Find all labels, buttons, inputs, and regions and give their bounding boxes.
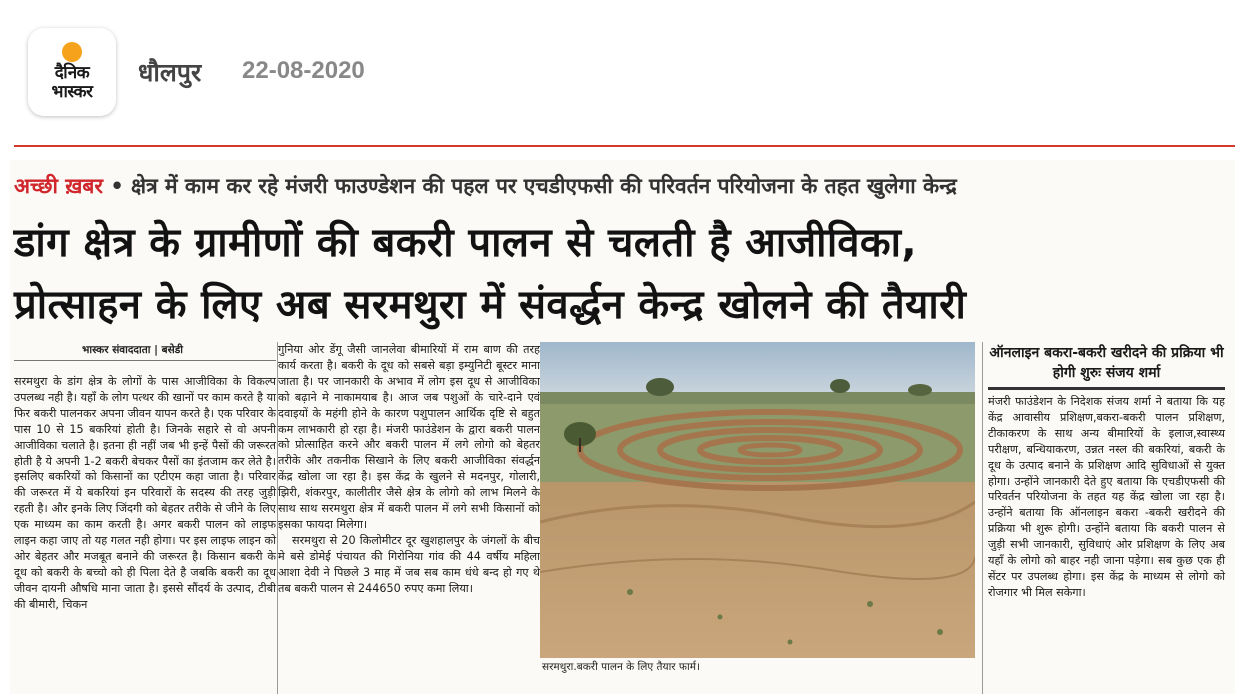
article-column-1: सरमथुरा के डांग क्षेत्र के लोगों के पास आजीविका के विकल्प उपलब्ध नही है। यहाँ के लोग पत्थर की खानों पर काम करते है या फिर बकरी पालनकर अपना जीवन यापन करते है। एक परिवार के पास 10 से 15 बकरियां होती है। जिनके सहारे से वो अपनी आजीविका चलाते है। इतना ही नहीं जब भी इन्हें पैसों की जरूरत होती है ये अपनी 1-2 बकरी बेचकर पैसों का इंतजाम कर लेते है। इसलिए बकरियों को किसानों का एटीएम कहा जाता है। परिवार की जरूरत में ये बकरियां इन परिवारों के सदस्य की तरह जुड़ी रहती है। और इनके लिए जिंदगी को बेहतर तरीके से जीने के लिए एक माध्यम का काम करती है। अगर बकरी पालन को लाइफ लाइन कहा जाए तो यह गलत नही होगा। पर इस लाइफ लाइन को ओर बेहतर और मजबूत बनाने की जरूरत है। किसान बकरी के दूध को बकरी के बच्चो को ही पिला देते है जबकि बकरी का दूध जीवन दायनी औषधि माना जाता है। इससे सौंदर्य के उत्पाद, टीबी की बीमारी, चिकन <box>14 375 276 611</box>
header-divider <box>14 145 1235 147</box>
photo-caption: सरमथुरा.बकरी पालन के लिए तैयार फार्म। <box>542 661 700 673</box>
kicker-label: अच्छी ख़बर <box>14 174 104 198</box>
app-header <box>0 0 1235 140</box>
sun-icon <box>62 42 82 62</box>
headline-line-2: प्रोत्साहन के लिए अब सरमथुरा में संवर्द्धन केन्द्र खोलने की तैयारी <box>14 282 967 328</box>
dainik-bhaskar-logo[interactable] <box>28 28 116 116</box>
article-column-3: मंजरी फाउंडेशन के निदेशक संजय शर्मा ने बताया कि यह केंद्र आवासीय प्रशिक्षण,बकरा-बकरी पालन प्रशिक्षण, टीकाकरण के साथ अन्य बीमारियों के इलाज,स्वास्थ्य परीक्षण, बन्धियाकरण, उन्नत नस्ल की बकरियां, बकरी के दूध के उत्पाद बनाने के प्रशिक्षण आदि सुविधाओं से युक्त होगा। उन्होंने जानकारी देते हुए बताया कि एचडीएफसी की परिवर्तन परियोजना के तहत यह केंद्र खोला जा रहा है। उन्होंने बताया कि ऑनलाइन बकरा -बकरी खरीदने की प्रक्रिया भी शुरू होगी। उन्होंने बताया कि बकरी पालन से जुड़ी सभी जानकारी, सुविधाएं ओर प्रशिक्षण के लिए अब यहाँ के लोगो को बाहर नही जाना पड़ेगा। सब कुछ एक ही सेंटर पर उपलब्ध होगा। इस केंद्र के माध्यम से लोगो को रोजगार भी मिल सकेगा। <box>988 395 1225 599</box>
subheading-underline <box>988 387 1225 390</box>
sidebar-subheading: ऑनलाइन बकरा-बकरी खरीदने की प्रक्रिया भी होगी शुरुः संजय शर्मा <box>989 345 1224 381</box>
logo-text-line1: दैनिक <box>54 63 90 83</box>
byline-divider <box>14 360 276 361</box>
headline-line-1: डांग क्षेत्र के ग्रामीणों की बकरी पालन से चलती है आजीविका, <box>14 220 918 266</box>
article-kicker <box>14 172 1229 200</box>
byline: भास्कर संवाददाता | बसेडी <box>82 344 184 356</box>
article-column-2 <box>278 342 540 597</box>
newspaper-clipping <box>10 160 1235 694</box>
column-divider <box>982 342 983 694</box>
farm-photo <box>540 342 975 658</box>
kicker-text: • क्षेत्र में काम कर रहे मंजरी फाउण्डेशन की पहल पर एचडीएफसी की परिवर्तन परियोजना के तहत खुलेगा केन्द्र <box>103 174 957 198</box>
column-2-paragraph-1: गुनिया ओर डेंगू जैसी जानलेवा बीमारियों में राम बाण की तरह कार्य करता है। बकरी के दूध को सबसे बड़ा इम्युनिटी बूस्टर माना जाता है। पर जानकारी के अभाव में लोग इस दूध से आजीविका को बढ़ाने मे नाकामयाब है। आज जब पशुओं के चारे-दाने एवं दवाइयों के महंगी होने के कारण पशुपालन आर्थिक दृष्टि से बहुत कम लाभकारी हो रहा है। मंजरी फाउंडेशन के द्वारा बकरी पालन को प्रोत्साहित करने और बकरी पालन में लगे लोगो को बेहतर तरीके और तकनीक सिखाने के लिए बकरी आजीविका संवर्द्धन केंद्र खोला जा रहा है। इस केंद्र के खुलने से मदनपुर, गोलारी, झिरी, शंकरपुर, कालीतीर जैसे क्षेत्र के लोगो को लाभ मिलने के साथ साथ सरमथुरा क्षेत्र में बकरी पालन में लगे सभी किसानों को इसका फायदा मिलेगा। <box>278 343 540 531</box>
logo-text-line2: भास्कर <box>51 82 93 102</box>
edition-name: धौलपुर <box>138 58 202 87</box>
edition-date: 22-08-2020 <box>242 57 365 84</box>
farm-photo-image <box>540 342 975 658</box>
column-2-paragraph-2: सरमथुरा से 20 किलोमीटर दूर खुशहालपुर के जंगलों के बीच मे बसे डोमेई पंचायत की गिरोनिया गांव की 44 वर्षीय महिला आशा देवी ने पिछले 3 माह में जब सब काम धंधे बन्द हो गए थे तब बकरी पालन से 244650 रुपए कमा लिया। <box>278 533 540 595</box>
article-headline <box>14 212 1229 336</box>
